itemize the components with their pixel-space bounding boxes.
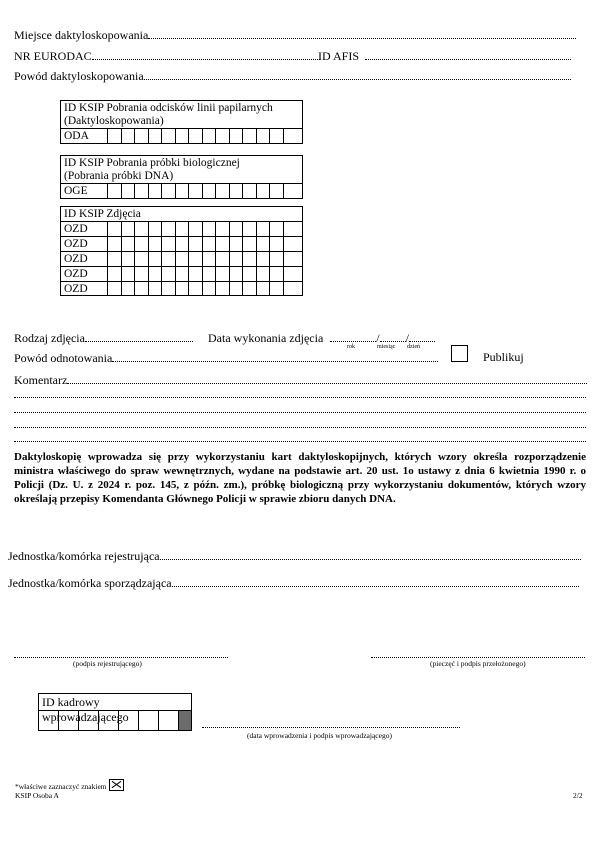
field-jednostka-rejestrujaca[interactable] <box>8 548 581 563</box>
grid-row-label: OZD <box>64 238 88 250</box>
id-afis-label: ID AFIS <box>318 49 360 63</box>
grid-cell[interactable] <box>283 252 297 266</box>
grid-cell[interactable] <box>229 222 243 236</box>
grid-cell[interactable] <box>175 282 189 296</box>
grid-cell[interactable] <box>175 129 189 143</box>
grid-cell[interactable] <box>188 282 202 296</box>
grid-cell[interactable] <box>256 267 270 281</box>
publikuj-checkbox[interactable] <box>451 345 468 362</box>
id-kadrowy-cell[interactable] <box>159 711 179 730</box>
grid-cell[interactable] <box>134 222 148 236</box>
id-kadrowy-cell[interactable] <box>59 711 79 730</box>
grid-cell[interactable] <box>148 267 162 281</box>
grid-cell[interactable] <box>256 129 270 143</box>
box-id-kadrowy <box>38 693 192 731</box>
grid-cell[interactable] <box>256 237 270 251</box>
rok-caption: rok <box>347 344 355 350</box>
grid-cells[interactable] <box>107 237 296 251</box>
grid-cell[interactable] <box>121 267 135 281</box>
grid-cell[interactable] <box>161 222 175 236</box>
grid-cell[interactable] <box>134 282 148 296</box>
powod-label: Powód daktyloskopowania <box>14 69 144 83</box>
id-kadrowy-cell-shaded <box>179 711 191 730</box>
box-oge-title <box>61 156 302 183</box>
grid-cell[interactable] <box>148 237 162 251</box>
grid-cell[interactable] <box>202 267 216 281</box>
komentarz-line-5[interactable] <box>14 430 586 442</box>
grid-row-label: OGE <box>64 185 88 197</box>
miejsce-label: Miejsce daktyloskopowania <box>14 28 149 42</box>
field-id-afis[interactable] <box>318 48 571 63</box>
grid-cell[interactable] <box>175 184 189 198</box>
miesiac-dotted-line <box>380 330 406 342</box>
legal-paragraph: Daktyloskopię wprowadza się przy wykorzystaniu kart daktyloskopijnych, których wzory określa rozporządzenie ministra właściwego do spraw wewnętrznych, wydane na podstawie art. 20 ust. 1o ustawy z dnia 6 kwietnia 1990 r. o Policji (Dz. U. z 2024 r. poz. 145, z późn. zm.), próbkę biologiczną przy wykorzystaniu dokumentów, których wzory określają przepisy Komendanta Głównego Policji w sprawie zbioru danych DNA. <box>14 451 586 505</box>
grid-cell[interactable] <box>175 252 189 266</box>
box-oge-title-line1: ID KSIP Pobrania próbki biologicznej <box>64 157 240 169</box>
dzien-caption: dzień <box>407 344 420 350</box>
komentarz-line-4[interactable] <box>14 416 586 428</box>
id-kadrowy-label: ID kadrowy wprowadzającego <box>39 694 191 711</box>
signature-right-line[interactable] <box>371 646 585 658</box>
grid-cell[interactable] <box>256 252 270 266</box>
grid-cell[interactable] <box>229 252 243 266</box>
grid-cell[interactable] <box>202 282 216 296</box>
grid-cell[interactable] <box>188 222 202 236</box>
dzien-dotted-line <box>409 330 435 342</box>
id-kadrowy-cell[interactable] <box>119 711 139 730</box>
grid-cell[interactable] <box>175 267 189 281</box>
grid-row-label: OZD <box>64 283 88 295</box>
box-ozd-title <box>61 207 302 221</box>
grid-cell[interactable] <box>256 222 270 236</box>
grid-cell[interactable] <box>121 184 135 198</box>
id-afis-dotted-line <box>365 48 571 60</box>
grid-cell[interactable] <box>121 282 135 296</box>
grid-cell[interactable] <box>188 252 202 266</box>
field-miejsce[interactable] <box>14 27 576 42</box>
grid-cell[interactable] <box>175 237 189 251</box>
footer-page-number: 2/2 <box>573 791 583 800</box>
grid-cell[interactable] <box>107 129 121 143</box>
data-wykonania-label: Data wykonania zdjęcia <box>208 331 324 345</box>
data-wprowadzenia-line[interactable] <box>202 716 460 728</box>
grid-cell[interactable] <box>121 252 135 266</box>
grid-cell[interactable] <box>229 282 243 296</box>
grid-cell[interactable] <box>175 222 189 236</box>
box-oge-title-line2: (Pobrania próbki DNA) <box>64 170 174 182</box>
grid-cell[interactable] <box>202 184 216 198</box>
data-wprowadzenia-caption: (data wprowadzenia i podpis wprowadzającego) <box>247 731 392 740</box>
komentarz-dotted-line <box>67 372 587 384</box>
jednostka-sporzadzajaca-dotted-line <box>172 575 579 587</box>
box-oda-title <box>61 101 302 128</box>
jednostka-rejestrujaca-label: Jednostka/komórka rejestrująca <box>8 549 160 563</box>
grid-cell[interactable] <box>121 222 135 236</box>
field-nr-eurodac[interactable] <box>14 48 320 63</box>
grid-cell[interactable] <box>107 267 121 281</box>
grid-cell[interactable] <box>148 184 162 198</box>
grid-cell[interactable] <box>134 267 148 281</box>
grid-cell[interactable] <box>188 237 202 251</box>
grid-cell[interactable] <box>148 252 162 266</box>
field-jednostka-sporzadzajaca[interactable] <box>8 575 579 590</box>
grid-cell[interactable] <box>121 237 135 251</box>
grid-cells[interactable] <box>107 222 296 236</box>
grid-cell[interactable] <box>107 222 121 236</box>
grid-cell[interactable] <box>161 267 175 281</box>
grid-cell[interactable] <box>161 282 175 296</box>
grid-cell[interactable] <box>188 184 202 198</box>
grid-cell[interactable] <box>269 252 283 266</box>
grid-cell[interactable] <box>269 129 283 143</box>
grid-cell[interactable] <box>283 282 297 296</box>
id-kadrowy-cell[interactable] <box>99 711 119 730</box>
footer-note <box>15 779 124 791</box>
grid-cell[interactable] <box>161 252 175 266</box>
komentarz-line-2[interactable] <box>14 386 586 398</box>
publikuj-label: Publikuj <box>483 350 524 364</box>
nr-eurodac-dotted-line <box>92 48 320 60</box>
grid-cell[interactable] <box>161 237 175 251</box>
grid-cell[interactable] <box>107 237 121 251</box>
grid-cell[interactable] <box>283 184 297 198</box>
box-oda-title-line1: ID KSIP Pobrania odcisków linii papilarnych <box>64 102 273 114</box>
miesiac-caption: miesiąc <box>377 344 396 350</box>
signature-left-caption: (podpis rejestrującego) <box>73 659 142 668</box>
grid-cell[interactable] <box>161 184 175 198</box>
grid-cell[interactable] <box>202 222 216 236</box>
grid-row-ozd <box>61 266 302 281</box>
grid-row-ozd <box>61 281 302 296</box>
grid-cell[interactable] <box>229 129 243 143</box>
grid-cell[interactable] <box>242 282 256 296</box>
grid-cell[interactable] <box>148 282 162 296</box>
grid-cell[interactable] <box>202 237 216 251</box>
grid-row-label: OZD <box>64 253 88 265</box>
grid-cell[interactable] <box>283 267 297 281</box>
grid-cell[interactable] <box>256 282 270 296</box>
grid-cell[interactable] <box>242 184 256 198</box>
box-ozd-title-line1: ID KSIP Zdjęcia <box>64 208 141 220</box>
grid-row-oge <box>61 183 302 198</box>
grid-cell[interactable] <box>269 237 283 251</box>
powod-odnotowania-label: Powód odnotowania <box>14 351 113 365</box>
grid-row-label: ODA <box>64 130 89 142</box>
grid-row-ozd <box>61 251 302 266</box>
grid-row-label: OZD <box>64 268 88 280</box>
rodzaj-zdjecia-label: Rodzaj zdjęcia <box>14 331 85 345</box>
miejsce-dotted-line <box>148 27 576 39</box>
field-powod-daktyloskopowania[interactable] <box>14 68 571 83</box>
grid-cell[interactable] <box>269 184 283 198</box>
box-id-ksip-oda <box>60 100 303 144</box>
grid-cell[interactable] <box>283 129 297 143</box>
grid-cell[interactable] <box>148 222 162 236</box>
grid-row-ozd <box>61 221 302 236</box>
grid-cell[interactable] <box>188 129 202 143</box>
powod-dotted-line <box>144 68 571 80</box>
grid-cells[interactable] <box>107 267 296 281</box>
id-kadrowy-cell[interactable] <box>79 711 99 730</box>
footer-form-name: KSIP Osoba A <box>15 791 59 800</box>
jednostka-sporzadzajaca-label: Jednostka/komórka sporządzająca <box>8 576 172 590</box>
grid-cell[interactable] <box>256 184 270 198</box>
powod-odnotowania-dotted-line <box>112 350 438 362</box>
komentarz-line-3[interactable] <box>14 401 586 413</box>
signature-left-line[interactable] <box>14 646 228 658</box>
field-powod-odnotowania[interactable] <box>14 350 438 365</box>
signature-right-caption: (pieczęć i podpis przełożonego) <box>430 659 526 668</box>
grid-cell[interactable] <box>107 184 121 198</box>
grid-cell[interactable] <box>161 129 175 143</box>
grid-cell[interactable] <box>229 184 243 198</box>
grid-cell[interactable] <box>134 184 148 198</box>
grid-cell[interactable] <box>242 129 256 143</box>
grid-cell[interactable] <box>215 282 229 296</box>
grid-row-ozd <box>61 236 302 251</box>
field-data-wykonania[interactable]: Data wykonania zdjęcia / / <box>208 330 435 345</box>
grid-row-label: OZD <box>64 223 88 235</box>
box-id-ksip-oge <box>60 155 303 199</box>
box-id-ksip-ozd <box>60 206 303 296</box>
grid-cells[interactable] <box>107 282 296 296</box>
grid-cell[interactable] <box>242 252 256 266</box>
box-oda-title-line2: (Daktyloskopowania) <box>64 115 164 127</box>
grid-cell[interactable] <box>202 252 216 266</box>
grid-cell[interactable] <box>215 129 229 143</box>
komentarz-label: Komentarz <box>14 373 68 387</box>
grid-cell[interactable] <box>269 267 283 281</box>
grid-cell[interactable] <box>242 222 256 236</box>
grid-cell[interactable] <box>215 237 229 251</box>
grid-cell[interactable] <box>242 237 256 251</box>
grid-cell[interactable] <box>269 282 283 296</box>
grid-row-oda <box>61 128 302 143</box>
field-rodzaj-zdjecia[interactable] <box>14 330 193 345</box>
grid-cell[interactable] <box>215 252 229 266</box>
id-kadrowy-cells[interactable] <box>39 711 191 730</box>
grid-cell[interactable] <box>215 267 229 281</box>
grid-cell[interactable] <box>202 129 216 143</box>
grid-cells[interactable] <box>107 184 296 198</box>
grid-cell[interactable] <box>283 222 297 236</box>
grid-cell[interactable] <box>107 252 121 266</box>
grid-cell[interactable] <box>121 129 135 143</box>
grid-cell[interactable] <box>148 129 162 143</box>
grid-cell[interactable] <box>134 237 148 251</box>
nr-eurodac-label: NR EURODAC <box>14 49 92 63</box>
grid-cell[interactable] <box>229 267 243 281</box>
rok-dotted-line <box>330 330 376 342</box>
grid-cell[interactable] <box>269 222 283 236</box>
rodzaj-dotted-line <box>85 330 193 342</box>
grid-cell[interactable] <box>229 237 243 251</box>
grid-cell[interactable] <box>107 282 121 296</box>
id-kadrowy-cell[interactable] <box>39 711 59 730</box>
jednostka-rejestrujaca-dotted-line <box>160 548 581 560</box>
grid-cells[interactable] <box>107 252 296 266</box>
grid-cell[interactable] <box>283 237 297 251</box>
footer-note-text: *właściwe zaznaczyć znakiem <box>15 782 107 791</box>
field-komentarz[interactable] <box>14 372 587 387</box>
grid-cell[interactable] <box>134 252 148 266</box>
grid-cell[interactable] <box>242 267 256 281</box>
grid-cell[interactable] <box>188 267 202 281</box>
grid-cell[interactable] <box>215 222 229 236</box>
id-kadrowy-cell[interactable] <box>139 711 159 730</box>
grid-cell[interactable] <box>215 184 229 198</box>
grid-cell[interactable] <box>134 129 148 143</box>
grid-cells[interactable] <box>107 129 296 143</box>
x-mark-icon <box>109 779 124 791</box>
